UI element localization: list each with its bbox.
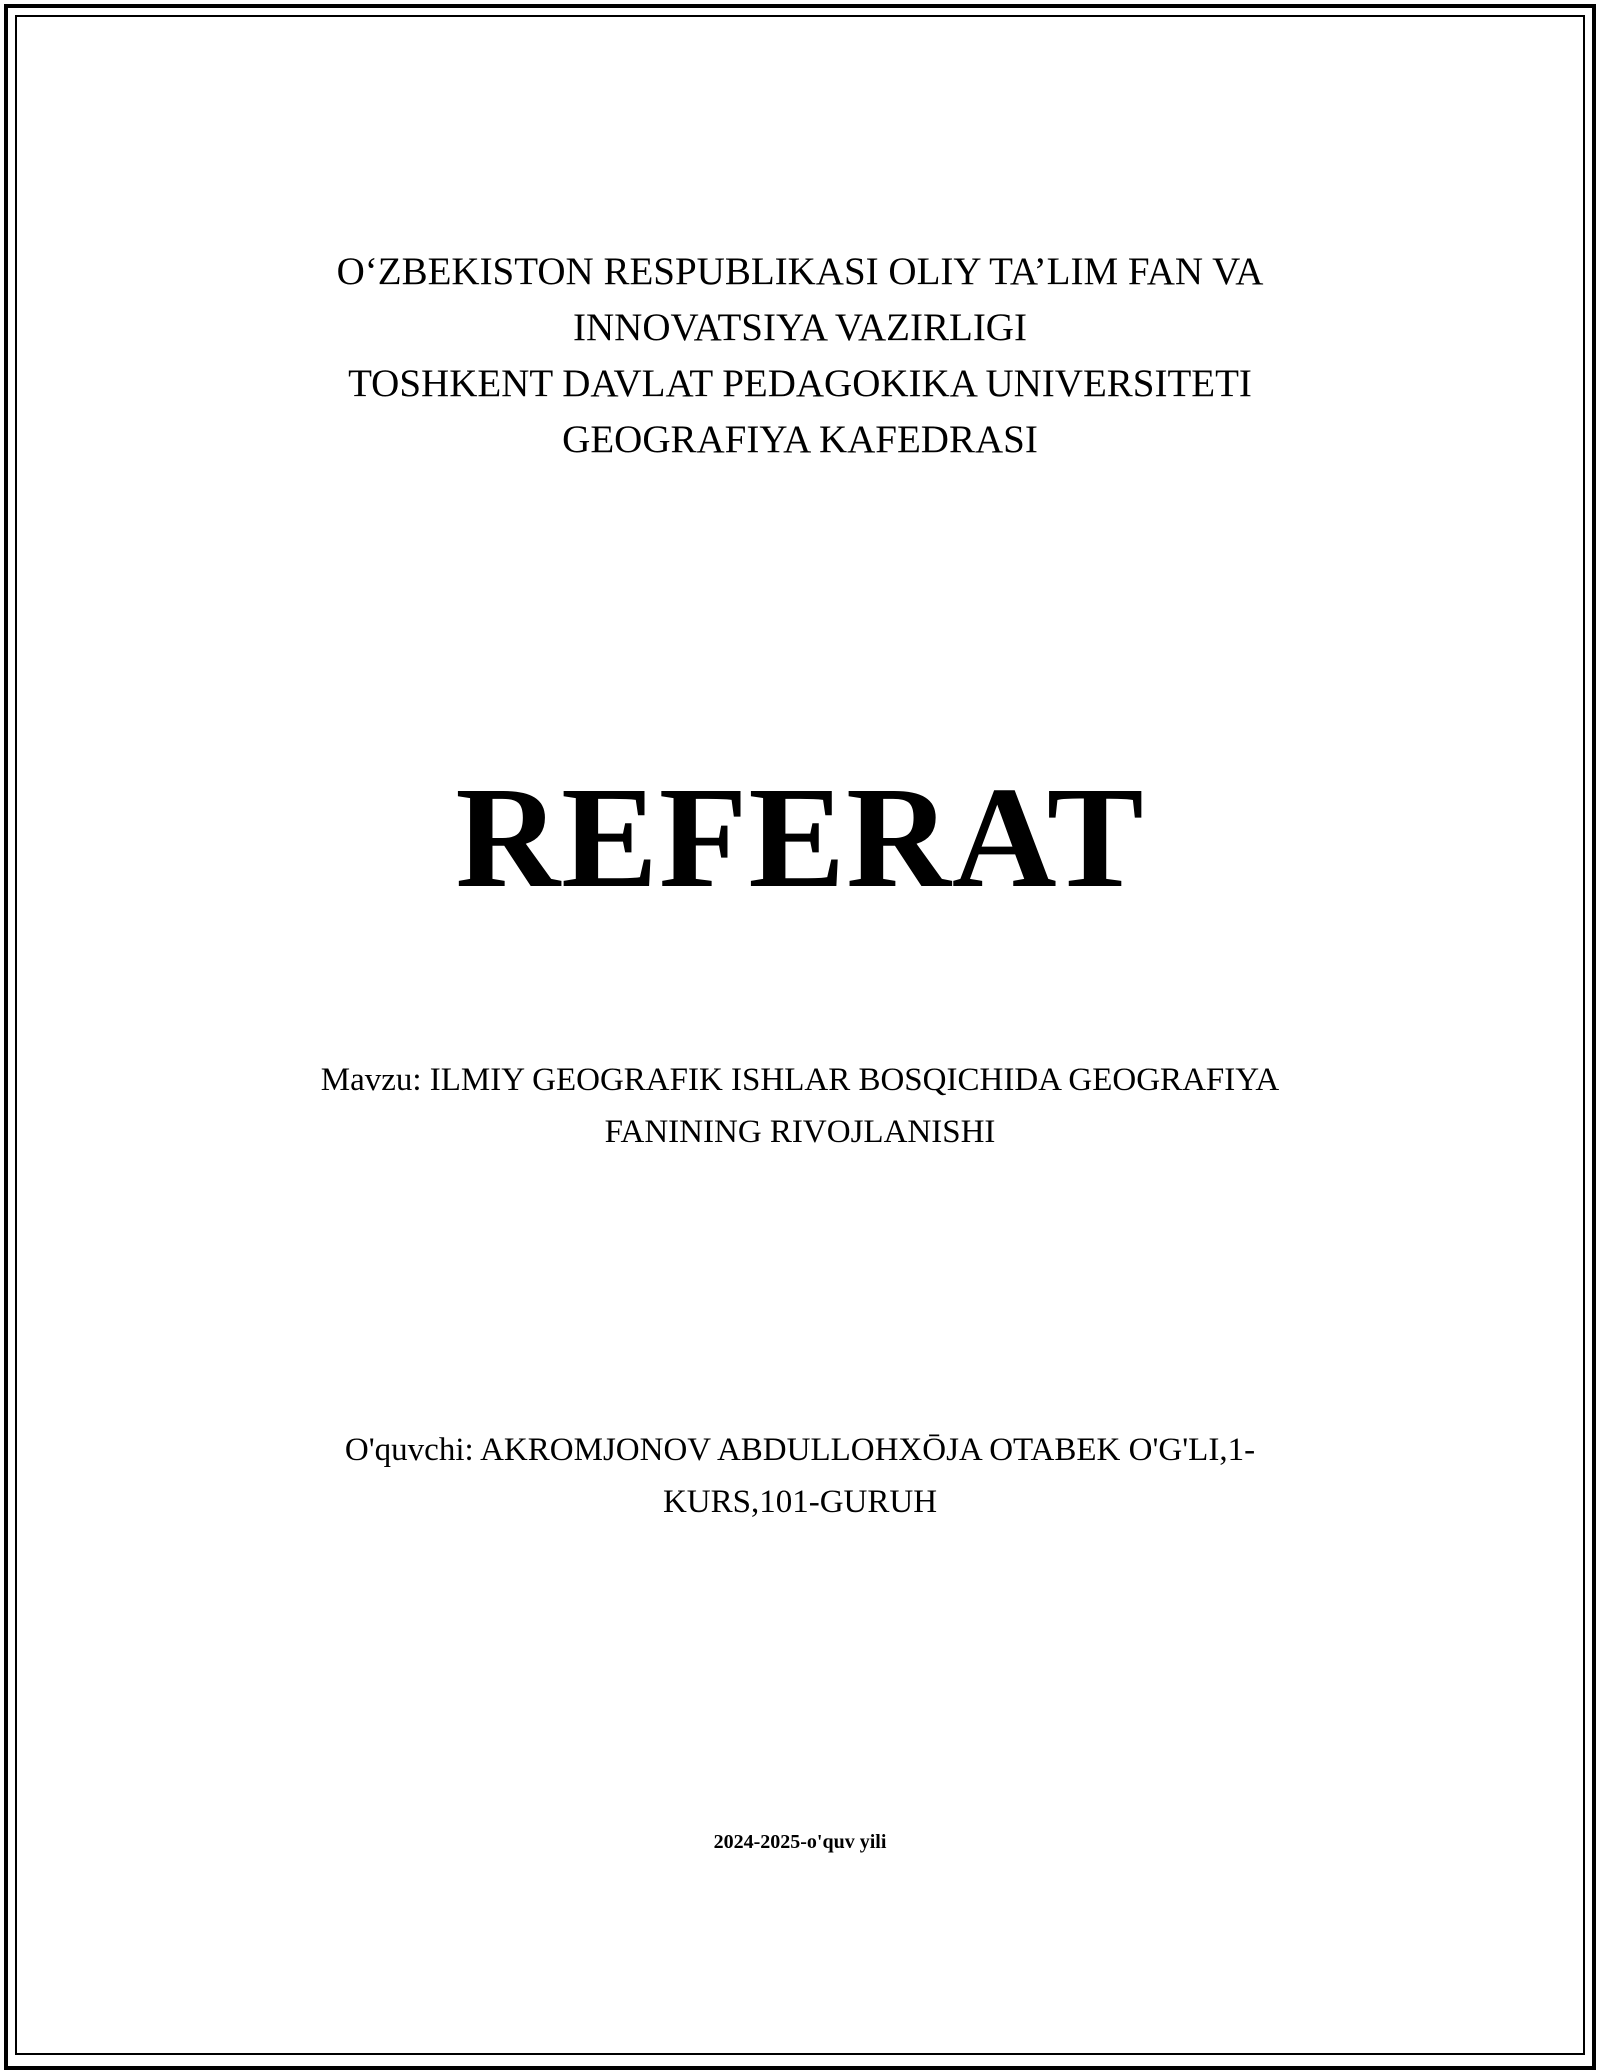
institution-header — [0, 244, 1600, 468]
header-line: INNOVATSIYA VAZIRLIGI — [573, 306, 1027, 349]
header-line: GEOGRAFIYA KAFEDRASI — [562, 418, 1038, 461]
student-block — [0, 1424, 1600, 1528]
topic-block — [0, 1054, 1600, 1158]
document-title: REFERAT — [455, 758, 1145, 918]
academic-year: 2024-2025-o'quv yili — [713, 1831, 887, 1853]
header-line: O‘ZBEKISTON RESPUBLIKASI OLIY TA’LIM FAN VA — [336, 250, 1264, 293]
student-line: KURS,101-GURUH — [662, 1484, 938, 1520]
header-line: TOSHKENT DAVLAT PEDAGOKIKA UNIVERSITETI — [348, 362, 1252, 405]
topic-line: Mavzu: ILMIY GEOGRAFIK ISHLAR BOSQICHIDA GEOGRAFIYA — [320, 1062, 1280, 1098]
topic-line: FANINING RIVOJLANISHI — [604, 1114, 996, 1150]
student-line: O'quvchi: AKROMJONOV ABDULLOHXŌJA OTABEK O'G'LI,1- — [344, 1432, 1256, 1468]
